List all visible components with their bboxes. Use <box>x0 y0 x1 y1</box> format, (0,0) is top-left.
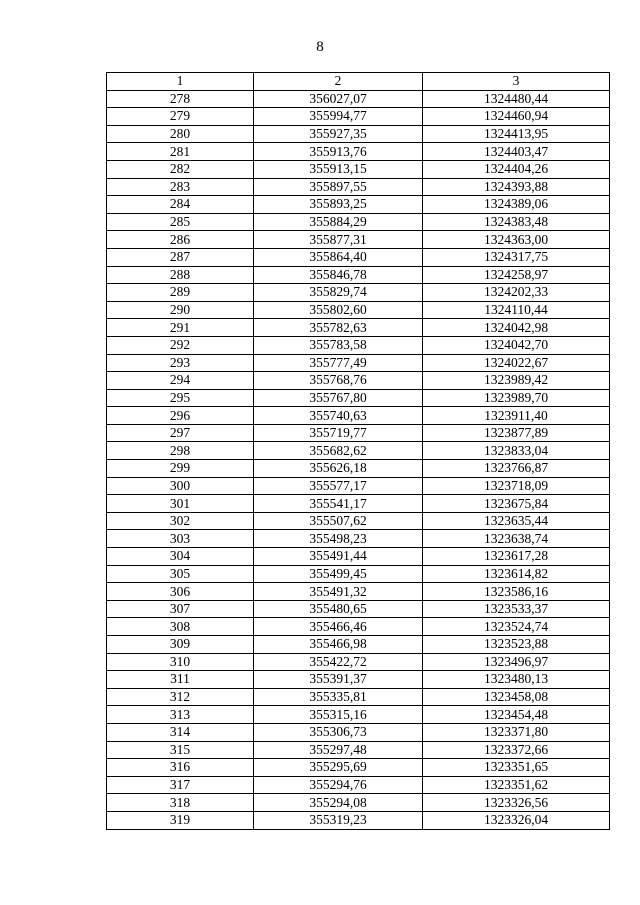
x-coordinate-cell: 355682,62 <box>254 442 423 460</box>
y-coordinate-cell: 1324460,94 <box>423 108 610 126</box>
y-coordinate-cell: 1323371,80 <box>423 723 610 741</box>
point-number-cell: 319 <box>107 811 254 829</box>
y-coordinate-cell: 1323989,70 <box>423 389 610 407</box>
point-number-cell: 299 <box>107 460 254 478</box>
point-number-cell: 318 <box>107 794 254 812</box>
x-coordinate-cell: 355897,55 <box>254 178 423 196</box>
coordinates-table <box>106 72 610 830</box>
y-coordinate-cell: 1323638,74 <box>423 530 610 548</box>
y-coordinate-cell: 1324202,33 <box>423 284 610 302</box>
x-coordinate-cell: 355884,29 <box>254 213 423 231</box>
x-coordinate-cell: 355480,65 <box>254 600 423 618</box>
table-row <box>107 811 610 829</box>
table-row <box>107 530 610 548</box>
table-row <box>107 389 610 407</box>
x-coordinate-cell: 355498,23 <box>254 530 423 548</box>
y-coordinate-cell: 1323617,28 <box>423 548 610 566</box>
x-coordinate-cell: 355507,62 <box>254 512 423 530</box>
y-coordinate-cell: 1324258,97 <box>423 266 610 284</box>
point-number-cell: 311 <box>107 671 254 689</box>
page-number: 8 <box>316 39 324 55</box>
y-coordinate-cell: 1324042,70 <box>423 336 610 354</box>
y-coordinate-cell: 1323675,84 <box>423 495 610 513</box>
point-number-cell: 292 <box>107 336 254 354</box>
table-row <box>107 653 610 671</box>
y-coordinate-cell: 1323458,08 <box>423 688 610 706</box>
x-coordinate-cell: 355306,73 <box>254 723 423 741</box>
point-number-cell: 305 <box>107 565 254 583</box>
table-row <box>107 248 610 266</box>
table-row <box>107 565 610 583</box>
y-coordinate-cell: 1324393,88 <box>423 178 610 196</box>
x-coordinate-cell: 355846,78 <box>254 266 423 284</box>
point-number-cell: 315 <box>107 741 254 759</box>
table-row <box>107 319 610 337</box>
table-row <box>107 372 610 390</box>
x-coordinate-cell: 355777,49 <box>254 354 423 372</box>
x-coordinate-cell: 355913,76 <box>254 143 423 161</box>
y-coordinate-cell: 1324480,44 <box>423 90 610 108</box>
x-coordinate-cell: 355294,08 <box>254 794 423 812</box>
y-coordinate-cell: 1323877,89 <box>423 424 610 442</box>
point-number-cell: 301 <box>107 495 254 513</box>
point-number-cell: 294 <box>107 372 254 390</box>
column-header-1: 1 <box>107 73 254 91</box>
y-coordinate-cell: 1323372,66 <box>423 741 610 759</box>
table-row <box>107 108 610 126</box>
y-coordinate-cell: 1324022,67 <box>423 354 610 372</box>
x-coordinate-cell: 355466,46 <box>254 618 423 636</box>
point-number-cell: 312 <box>107 688 254 706</box>
x-coordinate-cell: 355295,69 <box>254 759 423 777</box>
y-coordinate-cell: 1323766,87 <box>423 460 610 478</box>
point-number-cell: 306 <box>107 583 254 601</box>
y-coordinate-cell: 1324363,00 <box>423 231 610 249</box>
table-row <box>107 776 610 794</box>
table-row <box>107 354 610 372</box>
point-number-cell: 302 <box>107 512 254 530</box>
point-number-cell: 282 <box>107 160 254 178</box>
point-number-cell: 283 <box>107 178 254 196</box>
x-coordinate-cell: 355829,74 <box>254 284 423 302</box>
x-coordinate-cell: 355719,77 <box>254 424 423 442</box>
x-coordinate-cell: 355768,76 <box>254 372 423 390</box>
point-number-cell: 310 <box>107 653 254 671</box>
table-row <box>107 231 610 249</box>
x-coordinate-cell: 355499,45 <box>254 565 423 583</box>
table-row <box>107 90 610 108</box>
x-coordinate-cell: 355319,23 <box>254 811 423 829</box>
x-coordinate-cell: 355466,98 <box>254 636 423 654</box>
y-coordinate-cell: 1324110,44 <box>423 301 610 319</box>
x-coordinate-cell: 355927,35 <box>254 125 423 143</box>
table-row <box>107 125 610 143</box>
table-row <box>107 336 610 354</box>
table-row <box>107 407 610 425</box>
y-coordinate-cell: 1324413,95 <box>423 125 610 143</box>
table-body <box>107 90 610 829</box>
x-coordinate-cell: 355802,60 <box>254 301 423 319</box>
y-coordinate-cell: 1324042,98 <box>423 319 610 337</box>
x-coordinate-cell: 355541,17 <box>254 495 423 513</box>
point-number-cell: 304 <box>107 548 254 566</box>
y-coordinate-cell: 1323351,65 <box>423 759 610 777</box>
point-number-cell: 284 <box>107 196 254 214</box>
x-coordinate-cell: 355913,15 <box>254 160 423 178</box>
table-row <box>107 178 610 196</box>
table-row <box>107 460 610 478</box>
y-coordinate-cell: 1324403,47 <box>423 143 610 161</box>
y-coordinate-cell: 1324317,75 <box>423 248 610 266</box>
point-number-cell: 293 <box>107 354 254 372</box>
y-coordinate-cell: 1323496,97 <box>423 653 610 671</box>
column-header-3: 3 <box>423 73 610 91</box>
y-coordinate-cell: 1323635,44 <box>423 512 610 530</box>
x-coordinate-cell: 356027,07 <box>254 90 423 108</box>
point-number-cell: 291 <box>107 319 254 337</box>
point-number-cell: 309 <box>107 636 254 654</box>
point-number-cell: 314 <box>107 723 254 741</box>
y-coordinate-cell: 1323326,56 <box>423 794 610 812</box>
point-number-cell: 295 <box>107 389 254 407</box>
y-coordinate-cell: 1323524,74 <box>423 618 610 636</box>
point-number-cell: 298 <box>107 442 254 460</box>
y-coordinate-cell: 1323586,16 <box>423 583 610 601</box>
point-number-cell: 303 <box>107 530 254 548</box>
point-number-cell: 307 <box>107 600 254 618</box>
x-coordinate-cell: 355491,44 <box>254 548 423 566</box>
table-row <box>107 548 610 566</box>
table-row <box>107 512 610 530</box>
table-row <box>107 143 610 161</box>
x-coordinate-cell: 355626,18 <box>254 460 423 478</box>
table-row <box>107 213 610 231</box>
x-coordinate-cell: 355422,72 <box>254 653 423 671</box>
table-row <box>107 723 610 741</box>
table-row <box>107 284 610 302</box>
x-coordinate-cell: 355294,76 <box>254 776 423 794</box>
table-row <box>107 671 610 689</box>
table-row <box>107 618 610 636</box>
x-coordinate-cell: 355577,17 <box>254 477 423 495</box>
x-coordinate-cell: 355491,32 <box>254 583 423 601</box>
y-coordinate-cell: 1323480,13 <box>423 671 610 689</box>
x-coordinate-cell: 355315,16 <box>254 706 423 724</box>
point-number-cell: 287 <box>107 248 254 266</box>
table-row <box>107 266 610 284</box>
point-number-cell: 316 <box>107 759 254 777</box>
point-number-cell: 313 <box>107 706 254 724</box>
y-coordinate-cell: 1324383,48 <box>423 213 610 231</box>
y-coordinate-cell: 1323523,88 <box>423 636 610 654</box>
table-row <box>107 688 610 706</box>
y-coordinate-cell: 1324404,26 <box>423 160 610 178</box>
point-number-cell: 286 <box>107 231 254 249</box>
x-coordinate-cell: 355782,63 <box>254 319 423 337</box>
point-number-cell: 285 <box>107 213 254 231</box>
table-row <box>107 301 610 319</box>
table-row <box>107 741 610 759</box>
point-number-cell: 297 <box>107 424 254 442</box>
x-coordinate-cell: 355994,77 <box>254 108 423 126</box>
y-coordinate-cell: 1323989,42 <box>423 372 610 390</box>
y-coordinate-cell: 1323833,04 <box>423 442 610 460</box>
y-coordinate-cell: 1323351,62 <box>423 776 610 794</box>
point-number-cell: 289 <box>107 284 254 302</box>
x-coordinate-cell: 355297,48 <box>254 741 423 759</box>
x-coordinate-cell: 355864,40 <box>254 248 423 266</box>
point-number-cell: 296 <box>107 407 254 425</box>
table-row <box>107 442 610 460</box>
y-coordinate-cell: 1324389,06 <box>423 196 610 214</box>
table-row <box>107 600 610 618</box>
table-row <box>107 424 610 442</box>
table-header-row <box>107 73 610 91</box>
x-coordinate-cell: 355335,81 <box>254 688 423 706</box>
point-number-cell: 317 <box>107 776 254 794</box>
y-coordinate-cell: 1323326,04 <box>423 811 610 829</box>
point-number-cell: 278 <box>107 90 254 108</box>
point-number-cell: 300 <box>107 477 254 495</box>
y-coordinate-cell: 1323911,40 <box>423 407 610 425</box>
point-number-cell: 280 <box>107 125 254 143</box>
table-row <box>107 794 610 812</box>
x-coordinate-cell: 355893,25 <box>254 196 423 214</box>
point-number-cell: 308 <box>107 618 254 636</box>
y-coordinate-cell: 1323718,09 <box>423 477 610 495</box>
x-coordinate-cell: 355767,80 <box>254 389 423 407</box>
point-number-cell: 288 <box>107 266 254 284</box>
table-row <box>107 759 610 777</box>
table-row <box>107 706 610 724</box>
table-row <box>107 160 610 178</box>
point-number-cell: 290 <box>107 301 254 319</box>
table-row <box>107 583 610 601</box>
table-row <box>107 495 610 513</box>
point-number-cell: 281 <box>107 143 254 161</box>
x-coordinate-cell: 355877,31 <box>254 231 423 249</box>
table-row <box>107 477 610 495</box>
y-coordinate-cell: 1323533,37 <box>423 600 610 618</box>
y-coordinate-cell: 1323454,48 <box>423 706 610 724</box>
x-coordinate-cell: 355783,58 <box>254 336 423 354</box>
point-number-cell: 279 <box>107 108 254 126</box>
column-header-2: 2 <box>254 73 423 91</box>
x-coordinate-cell: 355391,37 <box>254 671 423 689</box>
table-row <box>107 196 610 214</box>
x-coordinate-cell: 355740,63 <box>254 407 423 425</box>
table-row <box>107 636 610 654</box>
y-coordinate-cell: 1323614,82 <box>423 565 610 583</box>
